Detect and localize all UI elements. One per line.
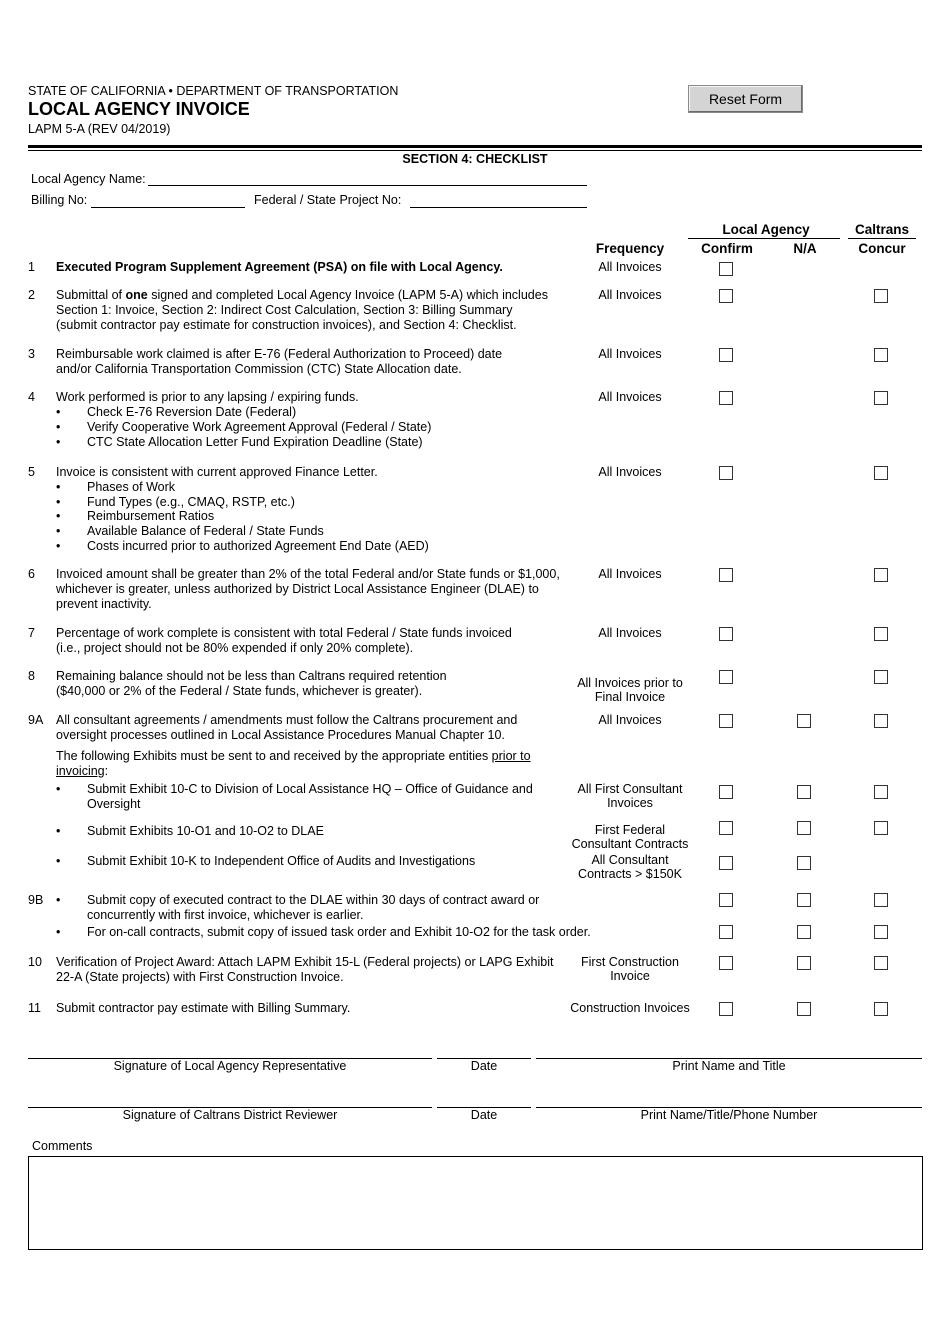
item-5-text: Invoice is consistent with current approved Finance Letter. [56, 465, 378, 479]
agency-header: STATE OF CALIFORNIA • DEPARTMENT OF TRANSPORTATION [28, 84, 399, 98]
item-number: 9A [28, 713, 44, 727]
local-agency-name-field[interactable] [148, 185, 587, 186]
item-7-concur-checkbox[interactable] [874, 627, 888, 641]
item-8-frequency [565, 676, 695, 704]
item-6-concur-checkbox[interactable] [874, 568, 888, 582]
item-7-frequency: All Invoices [598, 626, 662, 640]
confirm-column-header: Confirm [701, 241, 753, 256]
bullet: • [56, 893, 61, 907]
item-9b-sub-2-text: For on-call contracts, submit copy of issued task order and Exhibit 10-O2 for the task order. [87, 925, 591, 939]
billing-no-field[interactable] [91, 207, 245, 208]
item-4-frequency: All Invoices [598, 390, 662, 404]
item-7-text-line2: (i.e., project should not be 80% expended if only 20% complete). [56, 640, 414, 655]
bullet: • [56, 495, 61, 509]
item-10-na-checkbox[interactable] [797, 956, 811, 970]
item-9a-concur-checkbox[interactable] [874, 714, 888, 728]
item-2-text-line3: (submit contractor pay estimate for construction invoices), and Section 4: Checklist. [56, 317, 517, 332]
item-6-text-line2: whichever is greater, unless authorized by District Local Assistance Engineer (DLAE) to [56, 581, 539, 596]
local-agency-group-rule [688, 238, 840, 239]
item-1-text: Executed Program Supplement Agreement (PSA) on file with Local Agency. [56, 260, 503, 274]
item-9a-sub-1-line2: Oversight [87, 796, 141, 811]
item-9b-sub-1-na-checkbox[interactable] [797, 893, 811, 907]
item-9a-sub-1-frequency [565, 782, 695, 810]
item-9a-sub-2-confirm-checkbox[interactable] [719, 821, 733, 835]
item-6-frequency: All Invoices [598, 567, 662, 581]
billing-no-label: Billing No: [31, 193, 88, 207]
item-4-text: Work performed is prior to any lapsing / expiring funds. [56, 390, 359, 404]
item-9b-sub-1-concur-checkbox[interactable] [874, 893, 888, 907]
item-7-text [56, 626, 576, 656]
item-2-concur-checkbox[interactable] [874, 289, 888, 303]
item-9a-confirm-checkbox[interactable] [719, 714, 733, 728]
item-8-frequency-line2: Final Invoice [594, 690, 666, 704]
project-no-field[interactable] [410, 207, 587, 208]
item-2-confirm-checkbox[interactable] [719, 289, 733, 303]
caltrans-print-name-label: Print Name/Title/Phone Number [640, 1108, 818, 1122]
item-9a-sub-2-frequency [565, 823, 695, 851]
item-9b-sub-1-text [87, 893, 567, 923]
bullet: • [56, 480, 61, 494]
item-2-text-pre: Submittal of [56, 288, 126, 302]
frequency-column-header: Frequency [595, 241, 665, 256]
item-6-confirm-checkbox[interactable] [719, 568, 733, 582]
item-4-bullet-1: Check E-76 Reversion Date (Federal) [87, 405, 297, 419]
item-5-bullet-3: Reimbursement Ratios [87, 509, 215, 523]
item-10-frequency [565, 955, 695, 983]
item-9a-sub-1-concur-checkbox[interactable] [874, 785, 888, 799]
local-agency-print-name-label: Print Name and Title [672, 1059, 786, 1073]
header-rule [28, 145, 922, 148]
item-9a-sub-1-text [87, 782, 547, 812]
item-8-concur-checkbox[interactable] [874, 670, 888, 684]
item-9a-sub-2-text: Submit Exhibits 10-O1 and 10-O2 to DLAE [87, 824, 324, 838]
item-5-bullet-4: Available Balance of Federal / State Funds [87, 524, 324, 538]
item-9a-text-line1: All consultant agreements / amendments must follow the Caltrans procurement and [56, 713, 518, 727]
item-9b-sub-2-confirm-checkbox[interactable] [719, 925, 733, 939]
item-9a-sub-1-line1: Submit Exhibit 10-C to Division of Local Assistance HQ – Office of Guidance and [87, 782, 533, 796]
caltrans-column-header: Caltrans [854, 222, 910, 237]
item-9a-exhibits-pre: The following Exhibits must be sent to and received by the appropriate entities [56, 749, 492, 763]
item-10-text-line2: 22-A (State projects) with First Construction Invoice. [56, 969, 344, 984]
item-number: 9B [28, 893, 44, 907]
item-4-bullet-3: CTC State Allocation Letter Fund Expiration Deadline (State) [87, 435, 423, 449]
item-9b-sub-1-line1: Submit copy of executed contract to the DLAE within 30 days of contract award or [87, 893, 540, 907]
item-9a-sub-2-na-checkbox[interactable] [797, 821, 811, 835]
item-9b-sub-1-line2: concurrently with first invoice, whichever is earlier. [87, 907, 364, 922]
bullet: • [56, 509, 61, 523]
item-2-text [56, 288, 576, 332]
form-title: LOCAL AGENCY INVOICE [28, 99, 250, 119]
item-8-frequency-line1: All Invoices prior to [577, 676, 683, 690]
item-9a-sub-2-concur-checkbox[interactable] [874, 821, 888, 835]
item-6-text-line3: prevent inactivity. [56, 596, 152, 611]
bullet: • [56, 539, 61, 553]
item-11-frequency: Construction Invoices [570, 1001, 690, 1015]
item-number: 7 [28, 626, 35, 640]
reset-form-button[interactable]: Reset Form [688, 85, 803, 113]
item-9a-frequency: All Invoices [598, 713, 662, 727]
item-4-bullet-2: Verify Cooperative Work Agreement Approval (Federal / State) [87, 420, 432, 434]
header-rule-thin [28, 150, 922, 151]
local-agency-name-label: Local Agency Name: [31, 172, 146, 186]
item-9a-exhibits-post: : [104, 763, 109, 778]
item-1-confirm-checkbox[interactable] [719, 262, 733, 276]
item-2-text-post: signed and completed Local Agency Invoice (LAPM 5-A) which includes [147, 288, 548, 302]
item-10-text [56, 955, 576, 985]
item-2-text-bold: one [125, 288, 148, 302]
item-9a-sub-3-confirm-checkbox[interactable] [719, 856, 733, 870]
caltrans-group-rule [848, 238, 916, 239]
item-9a-sub-3-frequency-line1: All Consultant [591, 853, 669, 867]
bullet: • [56, 824, 61, 838]
item-9a-sub-1-frequency-line1: All First Consultant [577, 782, 683, 796]
form-id: LAPM 5-A (REV 04/2019) [28, 122, 171, 136]
concur-column-header: Concur [858, 241, 906, 256]
item-11-concur-checkbox[interactable] [874, 1002, 888, 1016]
local-agency-date-label: Date [470, 1059, 498, 1073]
item-9a-sub-1-na-checkbox[interactable] [797, 785, 811, 799]
item-4-confirm-checkbox[interactable] [719, 391, 733, 405]
item-2-frequency: All Invoices [598, 288, 662, 302]
item-3-text-line2: and/or California Transportation Commission (CTC) State Allocation date. [56, 361, 462, 376]
caltrans-date-label: Date [470, 1108, 498, 1122]
item-9a-sub-2-frequency-line1: First Federal [594, 823, 666, 837]
item-6-text-line1: Invoiced amount shall be greater than 2% of the total Federal and/or State funds or $1,000, [56, 567, 560, 581]
item-9a-sub-3-text: Submit Exhibit 10-K to Independent Office of Audits and Investigations [87, 854, 476, 868]
item-1-frequency: All Invoices [598, 260, 662, 274]
item-7-text-line1: Percentage of work complete is consistent with total Federal / State funds invoiced [56, 626, 512, 640]
item-10-frequency-line1: First Construction [581, 955, 679, 969]
item-3-frequency: All Invoices [598, 347, 662, 361]
item-3-concur-checkbox[interactable] [874, 348, 888, 362]
item-11-na-checkbox[interactable] [797, 1002, 811, 1016]
item-3-text [56, 347, 576, 377]
item-9a-exhibits-text [56, 749, 576, 779]
item-4-concur-checkbox[interactable] [874, 391, 888, 405]
item-5-bullet-2: Fund Types (e.g., CMAQ, RSTP, etc.) [87, 495, 295, 509]
item-5-frequency: All Invoices [598, 465, 662, 479]
item-9a-text-line2: oversight processes outlined in Local Assistance Procedures Manual Chapter 10. [56, 727, 505, 742]
item-number: 2 [28, 288, 35, 302]
bullet: • [56, 524, 61, 538]
item-number: 10 [28, 955, 42, 969]
item-7-confirm-checkbox[interactable] [719, 627, 733, 641]
project-no-label: Federal / State Project No: [254, 193, 402, 207]
na-column-header: N/A [793, 241, 817, 256]
comments-label: Comments [32, 1139, 93, 1153]
bullet: • [56, 405, 61, 419]
comments-textarea[interactable] [28, 1156, 923, 1250]
item-number: 4 [28, 390, 35, 404]
item-10-concur-checkbox[interactable] [874, 956, 888, 970]
item-number: 6 [28, 567, 35, 581]
bullet: • [56, 854, 61, 868]
item-number: 11 [28, 1001, 41, 1015]
item-9b-sub-2-concur-checkbox[interactable] [874, 925, 888, 939]
item-9a-exhibits-underline-1: prior to [491, 749, 531, 763]
item-9a-text [56, 713, 576, 743]
item-number: 1 [28, 260, 35, 274]
item-5-concur-checkbox[interactable] [874, 466, 888, 480]
item-11-text: Submit contractor pay estimate with Billing Summary. [56, 1001, 351, 1015]
bullet: • [56, 782, 61, 796]
item-10-frequency-line2: Invoice [610, 969, 650, 983]
item-number: 3 [28, 347, 35, 361]
item-9a-sub-3-na-checkbox[interactable] [797, 856, 811, 870]
item-8-text-line2: ($40,000 or 2% of the Federal / State funds, whichever is greater). [56, 683, 423, 698]
item-3-text-line1: Reimbursable work claimed is after E-76 (Federal Authorization to Proceed) date [56, 347, 503, 361]
bullet: • [56, 420, 61, 434]
item-10-confirm-checkbox[interactable] [719, 956, 733, 970]
local-agency-column-header: Local Agency [722, 222, 810, 237]
item-8-confirm-checkbox[interactable] [719, 670, 733, 684]
bullet: • [56, 925, 61, 939]
item-9a-sub-3-frequency [565, 853, 695, 881]
item-9b-sub-1-confirm-checkbox[interactable] [719, 893, 733, 907]
item-11-confirm-checkbox[interactable] [719, 1002, 733, 1016]
item-5-bullet-5: Costs incurred prior to authorized Agreement End Date (AED) [87, 539, 429, 553]
item-number: 8 [28, 669, 35, 683]
item-number: 5 [28, 465, 35, 479]
item-2-text-line2: Section 1: Invoice, Section 2: Indirect Cost Calculation, Section 3: Billing Summary [56, 302, 513, 317]
item-8-text-line1: Remaining balance should not be less than Caltrans required retention [56, 669, 447, 683]
item-9a-sub-2-frequency-line2: Consultant Contracts [571, 837, 689, 851]
item-9a-sub-1-confirm-checkbox[interactable] [719, 785, 733, 799]
item-9a-sub-1-frequency-line2: Invoices [607, 796, 653, 810]
item-5-confirm-checkbox[interactable] [719, 466, 733, 480]
item-8-text [56, 669, 576, 699]
local-agency-signature-label: Signature of Local Agency Representative [113, 1059, 347, 1073]
bullet: • [56, 435, 61, 449]
caltrans-signature-label: Signature of Caltrans District Reviewer [122, 1108, 338, 1122]
item-6-text [56, 567, 576, 611]
item-10-text-line1: Verification of Project Award: Attach LAPM Exhibit 15-L (Federal projects) or LAPG Exhibit [56, 955, 554, 969]
item-9a-sub-3-frequency-line2: Contracts > $150K [578, 867, 682, 881]
item-9b-sub-2-na-checkbox[interactable] [797, 925, 811, 939]
item-5-bullet-1: Phases of Work [87, 480, 176, 494]
item-3-confirm-checkbox[interactable] [719, 348, 733, 362]
section-title: SECTION 4: CHECKLIST [402, 152, 548, 166]
item-9a-na-checkbox[interactable] [797, 714, 811, 728]
item-9a-exhibits-underline-2: invoicing [56, 763, 105, 778]
